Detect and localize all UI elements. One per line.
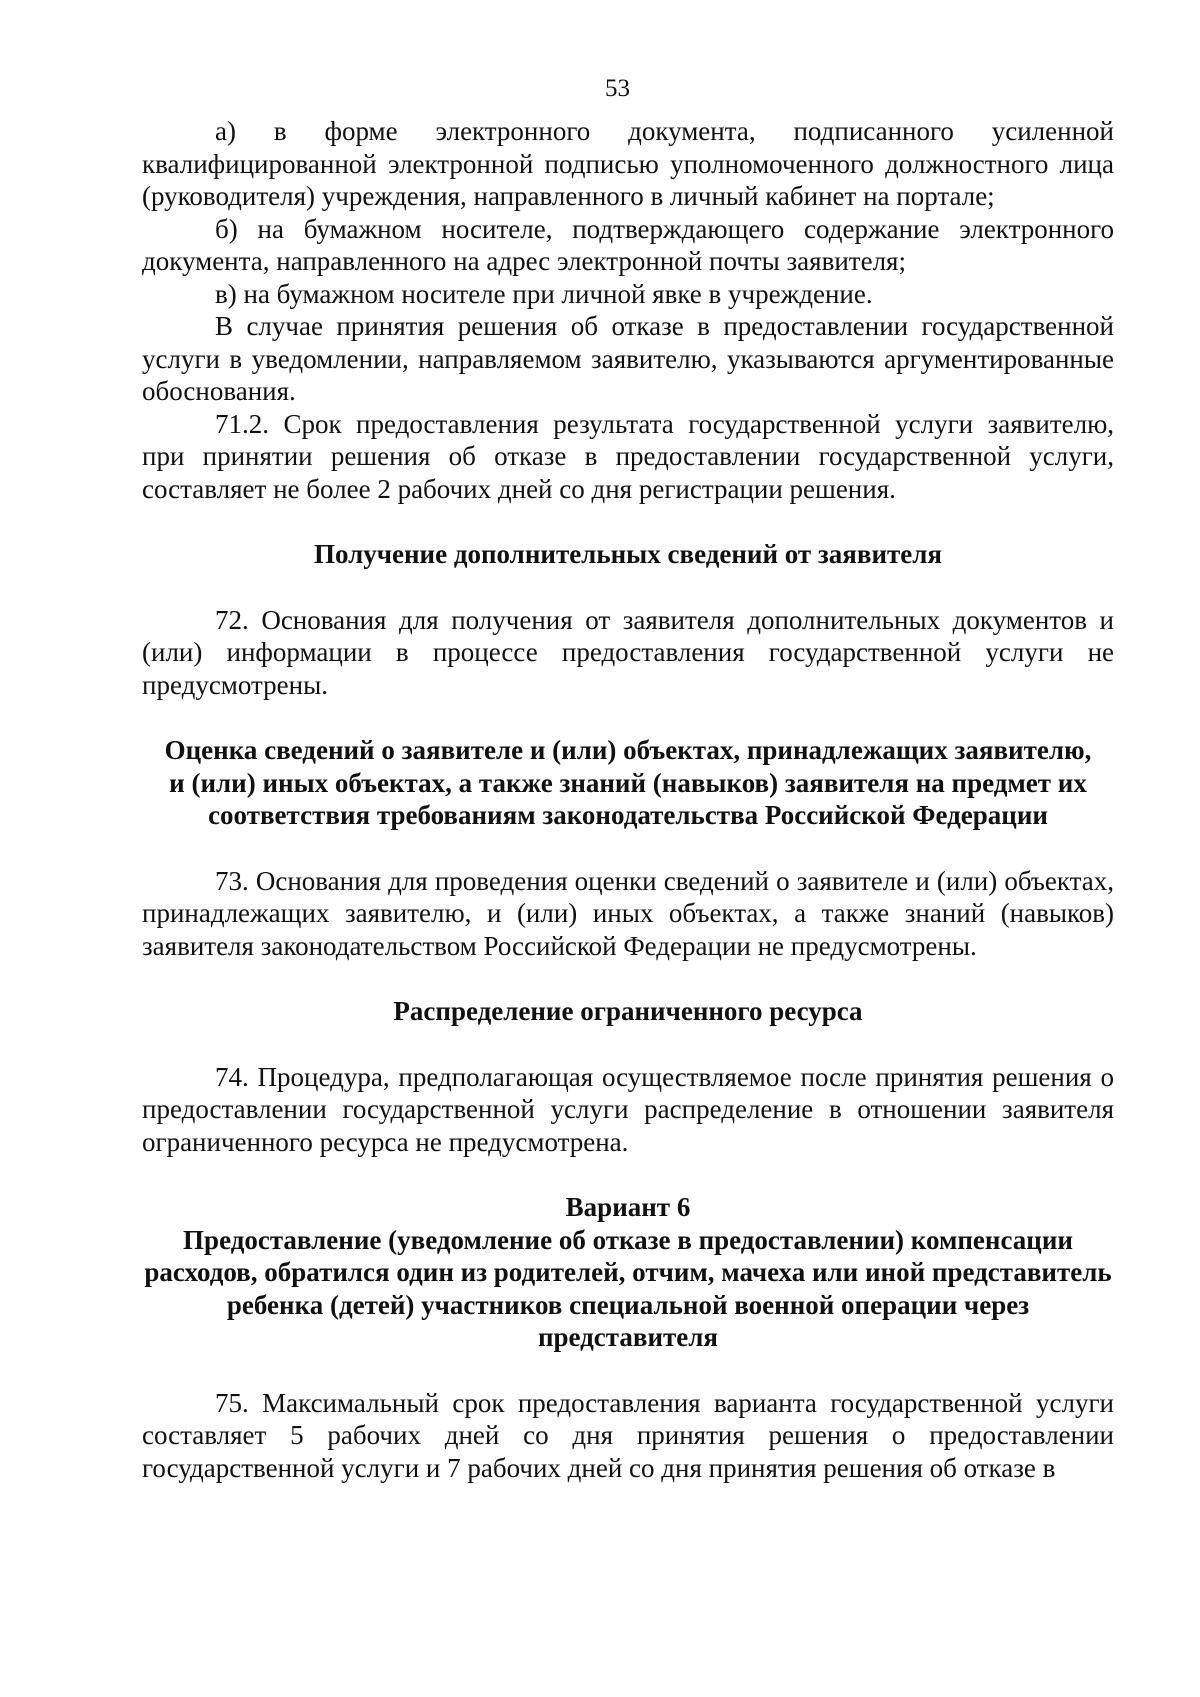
heading-variant-6 xyxy=(142,1191,1114,1354)
document-body xyxy=(142,115,1114,1484)
paragraph-item-a: а) в форме электронного документа, подписанного усиленной квалифицированной электронной подписью уполномоченного должностного лица (руководителя) учреждения, направленного в личный кабинет на портале; xyxy=(142,116,1114,211)
paragraph-item-v: в) на бумажном носителе при личной явке в учреждение. xyxy=(215,278,873,309)
paragraph-item-b: б) на бумажном носителе, подтверждающего содержание электронного документа, направленного на адрес электронной почты заявителя; xyxy=(142,213,1114,276)
heading-variant-title: Предоставление (уведомление об отказе в предоставлении) компенсации расходов, обратился один из родителей, отчим, мачеха или иной представитель ребенка (детей) участников специальной военной операции через представителя xyxy=(144,1224,1112,1352)
heading-assessment: Оценка сведений о заявителе и (или) объектах, принадлежащих заявителю, и (или) иных объектах, а также знаний (навыков) заявителя на предмет их соответствия требованиям законодательства Российской Федерации xyxy=(164,735,1092,830)
heading-resource: Распределение ограниченного ресурса xyxy=(393,996,863,1026)
heading-additional-info: Получение дополнительных сведений от заявителя xyxy=(313,539,943,569)
heading-variant-label: Вариант 6 xyxy=(565,1192,691,1222)
paragraph-refusal-notice: В случае принятия решения об отказе в предоставлении государственной услуги в уведомлении, направляемом заявителю, указываются аргументированные обоснования. xyxy=(142,311,1114,406)
paragraph-74: 74. Процедура, предполагающая осуществляемое после принятия решения о предоставлении государственной услуги распределение в отношении заявителя ограниченного ресурса не предусмотрена. xyxy=(142,1061,1114,1157)
paragraph-75: 75. Максимальный срок предоставления варианта государственной услуги составляет 5 рабочих дней со дня принятия решения о предоставлении государственной услуги и 7 рабочих дней со дня принятия решения об отказе в xyxy=(142,1387,1114,1483)
page-number: 53 xyxy=(605,75,630,102)
paragraph-71-2: 71.2. Срок предоставления результата государственной услуги заявителю, при принятии решения об отказе в предоставлении государственной услуги, составляет не более 2 рабочих дней со дня регистрации решения. xyxy=(142,408,1114,504)
paragraph-72: 72. Основания для получения от заявителя дополнительных документов и (или) информации в процессе предоставления государственной услуги не предусмотрены. xyxy=(142,604,1114,700)
paragraph-73: 73. Основания для проведения оценки сведений о заявителе и (или) объектах, принадлежащих заявителю, и (или) иных объектах, а также знаний (навыков) заявителя законодательством Российской Федерации не предусмотрены. xyxy=(142,865,1114,961)
